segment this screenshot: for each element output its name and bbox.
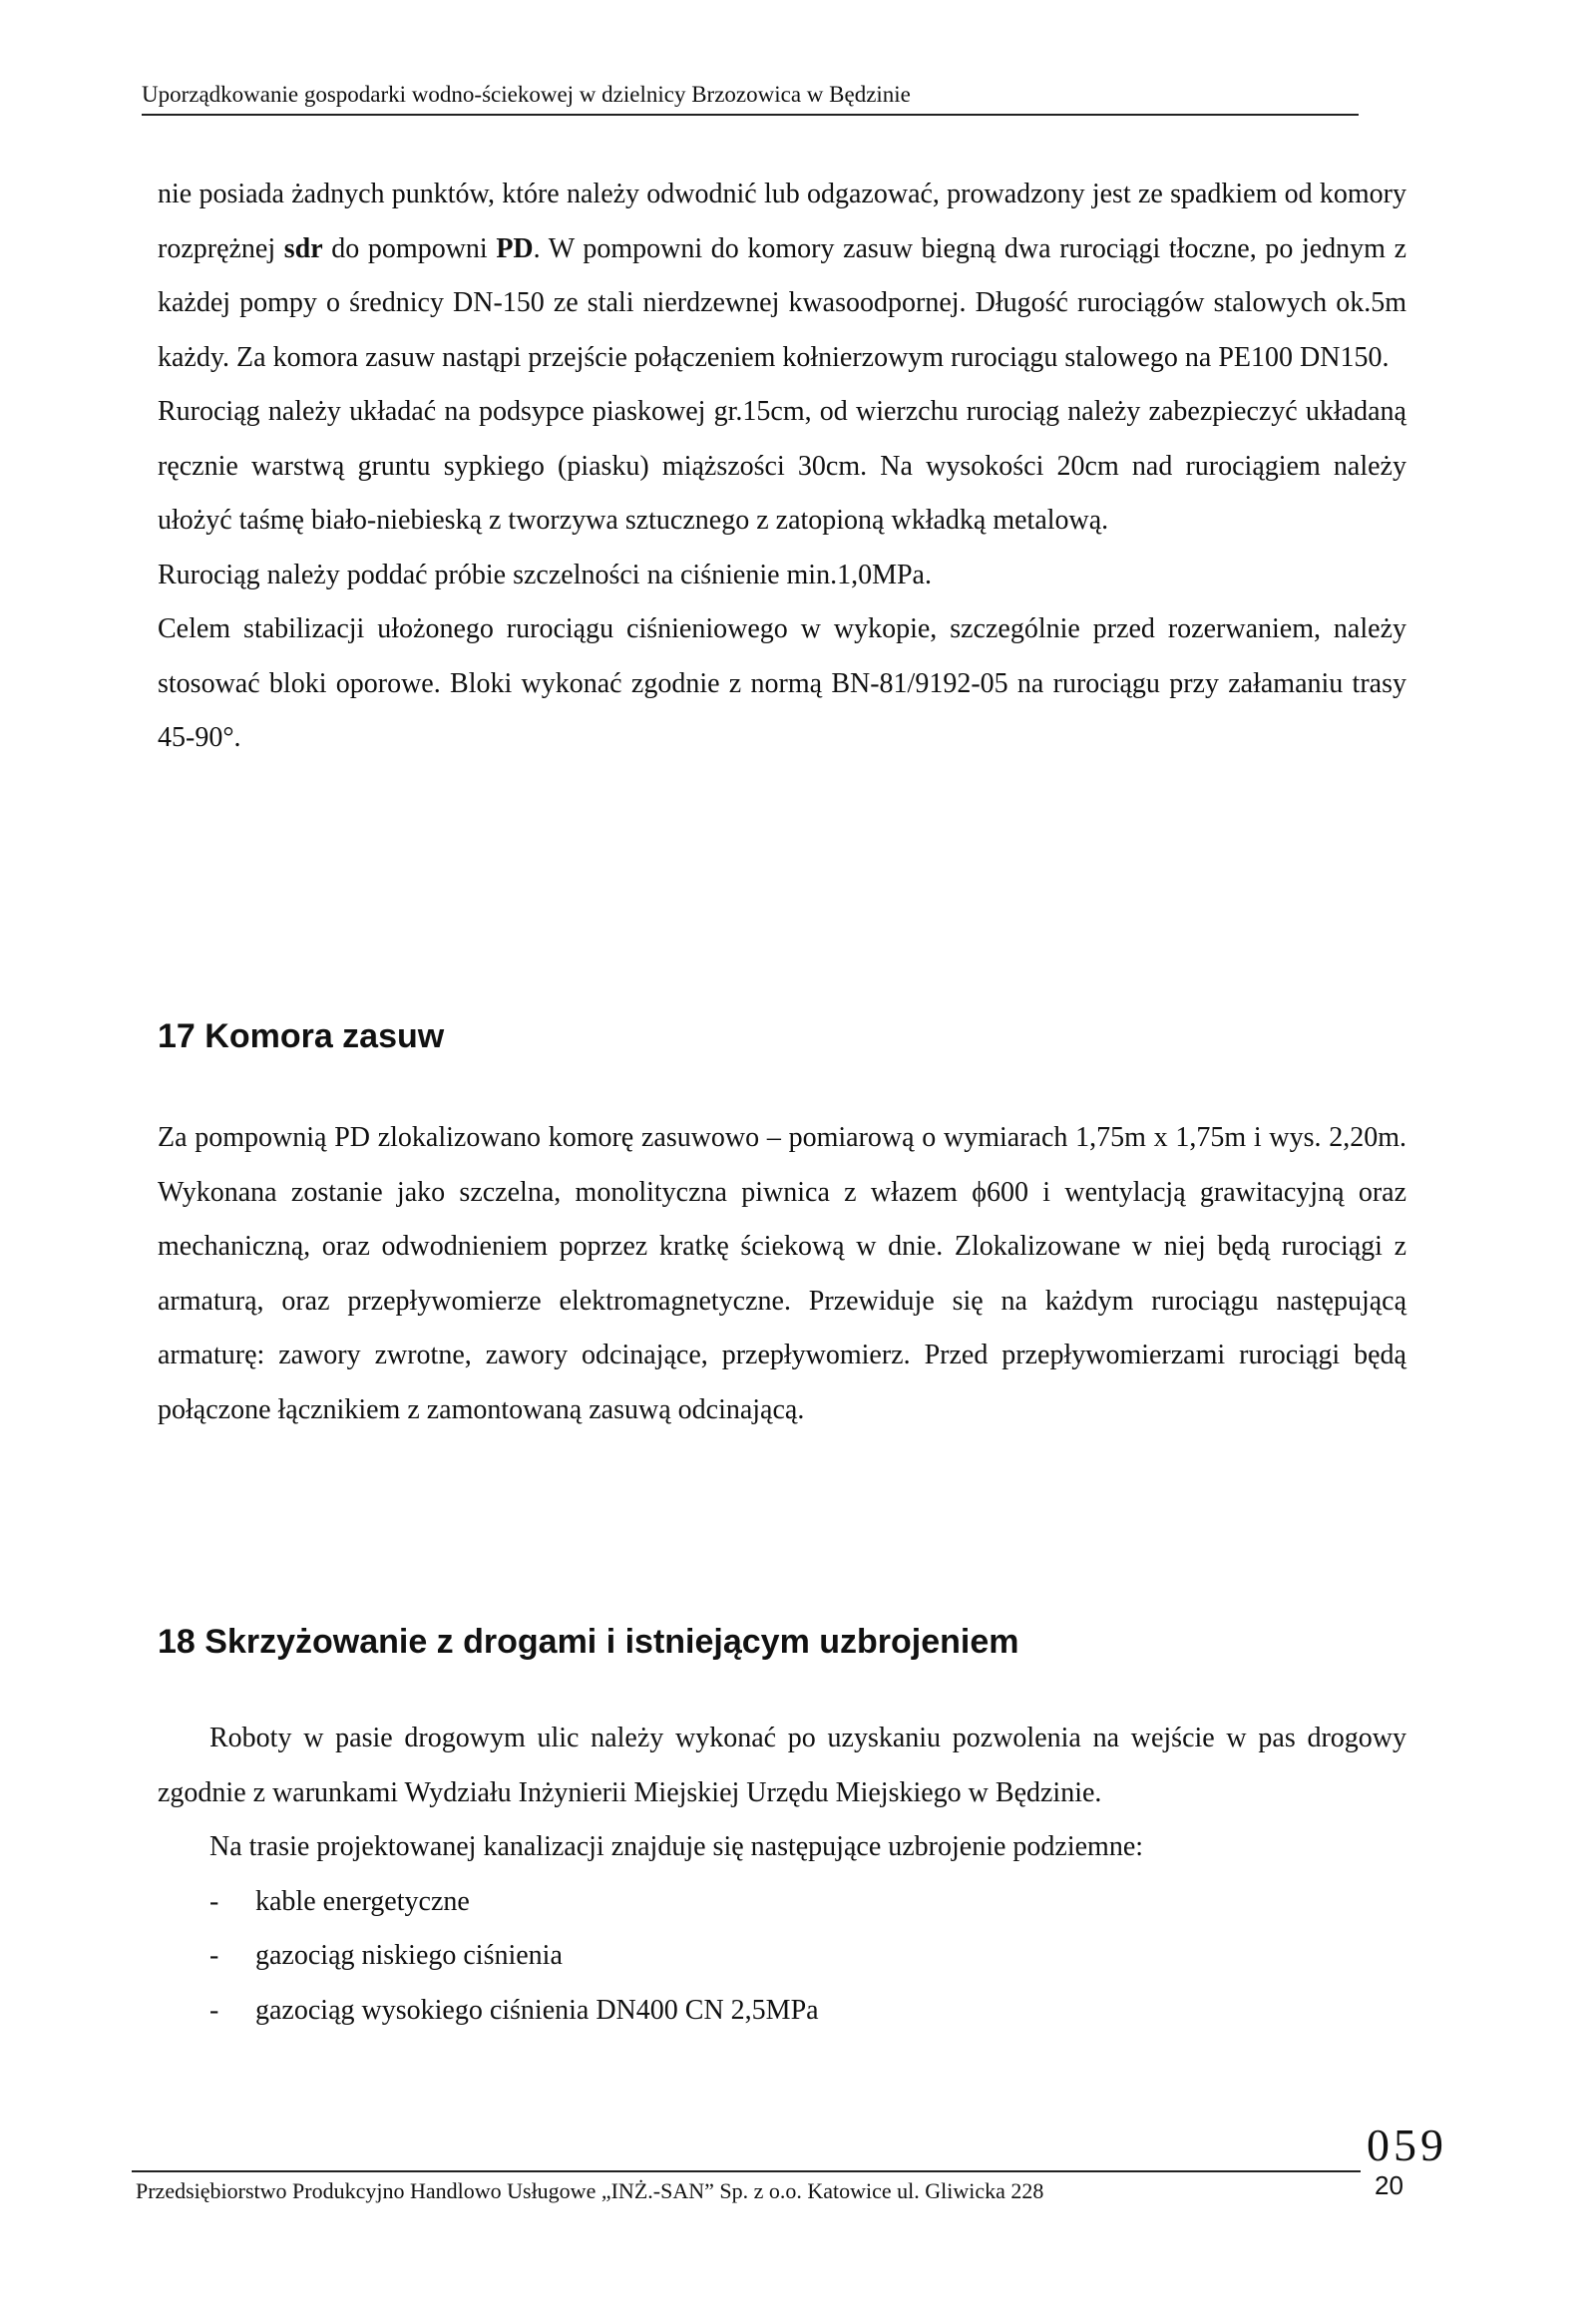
section-17-heading: 17 Komora zasuw: [158, 1017, 445, 1055]
list-item: [158, 1984, 1406, 2039]
list-item-text: kable energetyczne: [255, 1885, 470, 1917]
section-18-body: [158, 1712, 1406, 2038]
running-footer: Przedsiębiorstwo Produkcyjno Handlowo Usługowe „INŻ.-SAN” Sp. z o.o. Katowice ul. Gliwicka 228: [136, 2178, 1044, 2203]
section-18-paragraph-1: Roboty w pasie drogowym ulic należy wykonać po uzyskaniu pozwolenia na wejście w pas drogowy zgodnie z warunkami Wydziału Inżynierii Miejskiej Urzędu Miejskiego w Będzinie.: [158, 1723, 1406, 1808]
section-17-body: [158, 1111, 1406, 1437]
list-item-text: gazociąg niskiego ciśnienia: [255, 1940, 563, 1971]
page-number: 20: [1375, 2170, 1403, 2200]
page-stamp: 059: [1367, 2120, 1447, 2170]
intro-p1-text-d: . W pompowni do komory zasuw biegną dwa rurociągi tłoczne, po jednym z każdej pompy o średnicy DN-150 ze stali nierdzewnej kwasoodpornej. Długość rurociągów stalowych ok.5m każdy. Za komora zasuw nastąpi przejście połączeniem kołnierzowym rurociągu stalowego na PE100 DN150.: [158, 232, 1407, 373]
running-header: Uporządkowanie gospodarki wodno-ściekowej w dzielnicy Brzozowica w Będzinie: [142, 82, 1359, 116]
intro-p1-text-c: do pompowni: [322, 232, 497, 264]
section-18-heading: 18 Skrzyżowanie z drogami i istniejącym uzbrojeniem: [158, 1623, 1019, 1661]
intro-p1-bold-sdr: sdr: [283, 232, 323, 264]
intro-section: [158, 168, 1406, 766]
intro-p1-text-a: nie posiada żadnych punktów, które należy odwodnić lub odgazować, prowadzony jest ze spadkiem od komory rozprężnej: [158, 179, 1406, 264]
intro-p1-bold-pd: PD: [496, 232, 534, 264]
section-17-paragraph-1: Za pompownią PD zlokalizowano komorę zasuwowo – pomiarową o wymiarach 1,75m x 1,75m i wys. 2,20m. Wykonana zostanie jako szczelna, monolityczna piwnica z włazem ϕ600 i wentylacją grawitacyjną oraz mechaniczną, oraz odwodnieniem poprzez kratkę ściekową w dnie. Zlokalizowane w niej będą rurociągi z armaturą, oraz przepływomierze elektromagnetyczne. Przewiduje się na każdym rurociągu następującą armaturę: zawory zwrotne, zawory odcinające, przepływomierz. Przed przepływomierzami rurociągi będą połączone łącznikiem z zamontowaną zasuwą odcinającą.: [158, 1122, 1406, 1425]
intro-paragraph-4: Celem stabilizacji ułożonego rurociągu ciśnieniowego w wykopie, szczególnie przed rozerwaniem, należy stosować bloki oporowe. Bloki wykonać zgodnie z normą BN-81/9192-05 na rurociągu przy załamaniu trasy 45-90°.: [158, 613, 1406, 753]
utility-list: [158, 1875, 1406, 2039]
section-18-paragraph-2: Na trasie projektowanej kanalizacji znajduje się następujące uzbrojenie podziemne:: [209, 1831, 1144, 1862]
intro-paragraph-1: [158, 168, 1406, 385]
list-dash: -: [209, 1885, 219, 1917]
list-item: [158, 1929, 1406, 1984]
intro-paragraph-2: Rurociąg należy układać na podsypce piaskowej gr.15cm, od wierzchu rurociąg należy zabezpieczyć układaną ręcznie warstwą gruntu sypkiego (piasku) miąższości 30cm. Na wysokości 20cm nad rurociągiem należy ułożyć taśmę biało-niebieską z tworzywa sztucznego z zatopioną wkładką metalową.: [158, 396, 1406, 536]
list-item-text: gazociąg wysokiego ciśnienia DN400 CN 2,5MPa: [255, 1994, 819, 2026]
list-item: [158, 1875, 1406, 1930]
intro-paragraph-3: Rurociąg należy poddać próbie szczelności na ciśnienie min.1,0MPa.: [158, 559, 932, 590]
list-dash: -: [209, 1940, 219, 1971]
list-dash: -: [209, 1994, 219, 2026]
footer-divider: [132, 2170, 1361, 2172]
